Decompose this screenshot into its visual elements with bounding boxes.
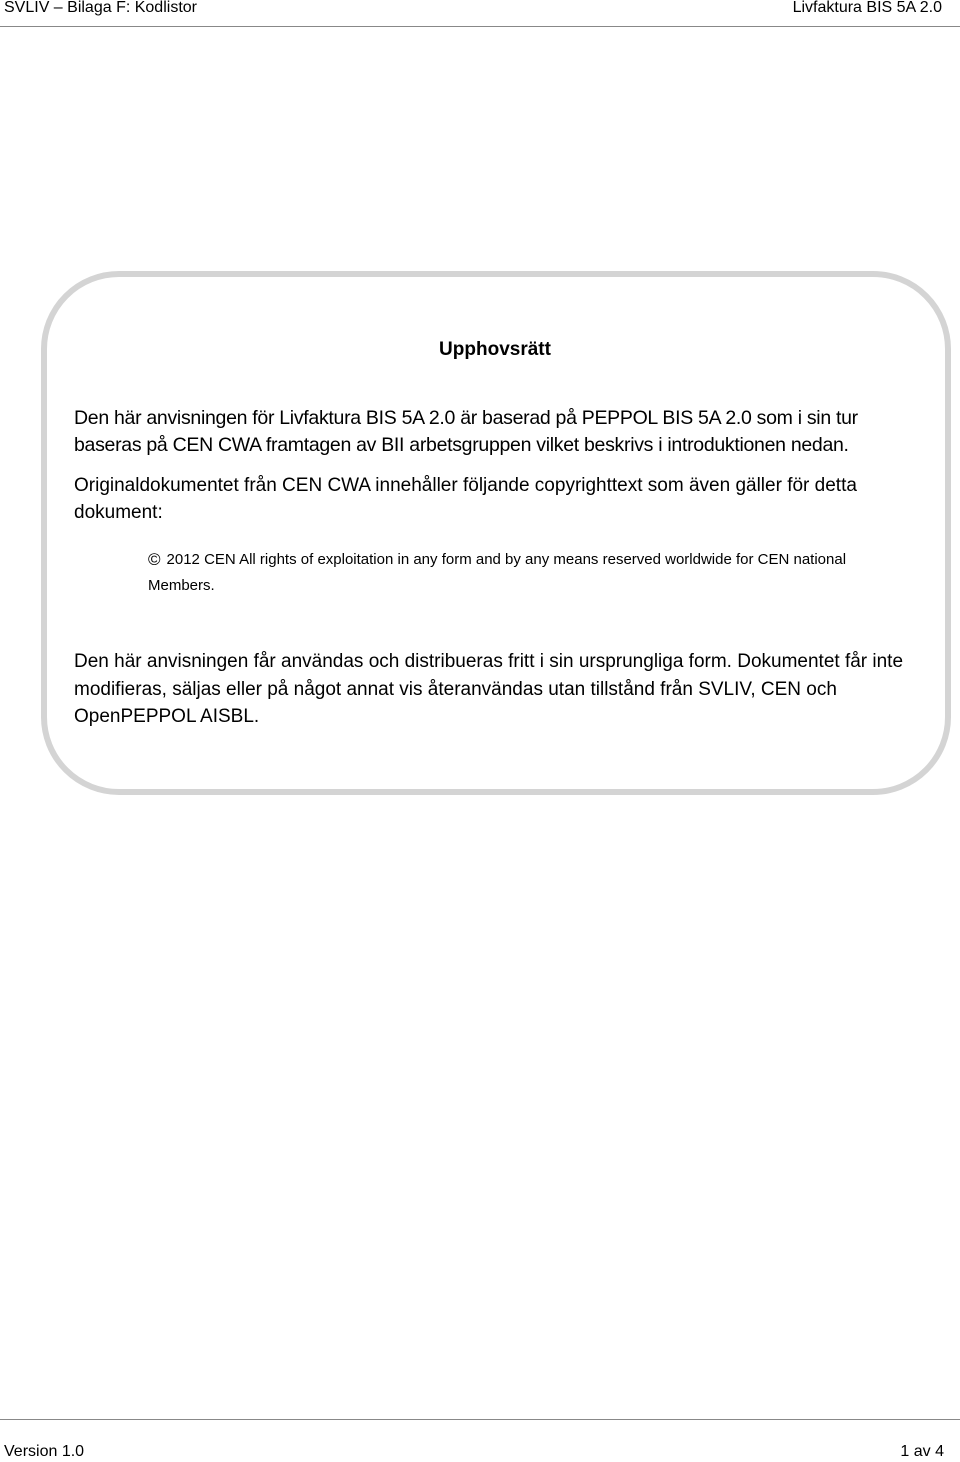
header-divider xyxy=(0,26,960,27)
header-spec-name: Livfaktura BIS 5A 2.0 xyxy=(792,0,942,16)
cen-notice-text: 2012 CEN All rights of exploitation in any form and by any means reserved worldwide for CEN national Members. xyxy=(148,551,847,594)
copyright-title: Upphovsrätt xyxy=(439,339,551,360)
copyright-symbol: © xyxy=(148,550,161,569)
copyright-paragraph-1: Den här anvisningen för Livfaktura BIS 5A 2.0 är baserad på PEPPOL BIS 5A 2.0 som i sin tur baseras på CEN CWA framtagen av BII arbetsgruppen vilket beskrivs i introduktionen nedan. xyxy=(74,407,858,456)
footer-version: Version 1.0 xyxy=(4,1443,85,1460)
cen-copyright-notice xyxy=(148,547,888,599)
copyright-paragraph-3: Den här anvisningen får användas och distribueras fritt i sin ursprungliga form. Dokumentet får inte modifieras, säljas eller på något annat vis återanvändas utan tillstånd från SVLIV, CEN och OpenPEPPOL AISBL. xyxy=(74,651,904,727)
header-document-title: SVLIV – Bilaga F: Kodlistor xyxy=(4,0,197,16)
footer-divider xyxy=(0,1419,960,1420)
copyright-paragraph-2: Originaldokumentet från CEN CWA innehåller följande copyrighttext som även gäller för detta dokument: xyxy=(74,475,857,523)
footer-page-number: 1 av 4 xyxy=(900,1443,944,1460)
